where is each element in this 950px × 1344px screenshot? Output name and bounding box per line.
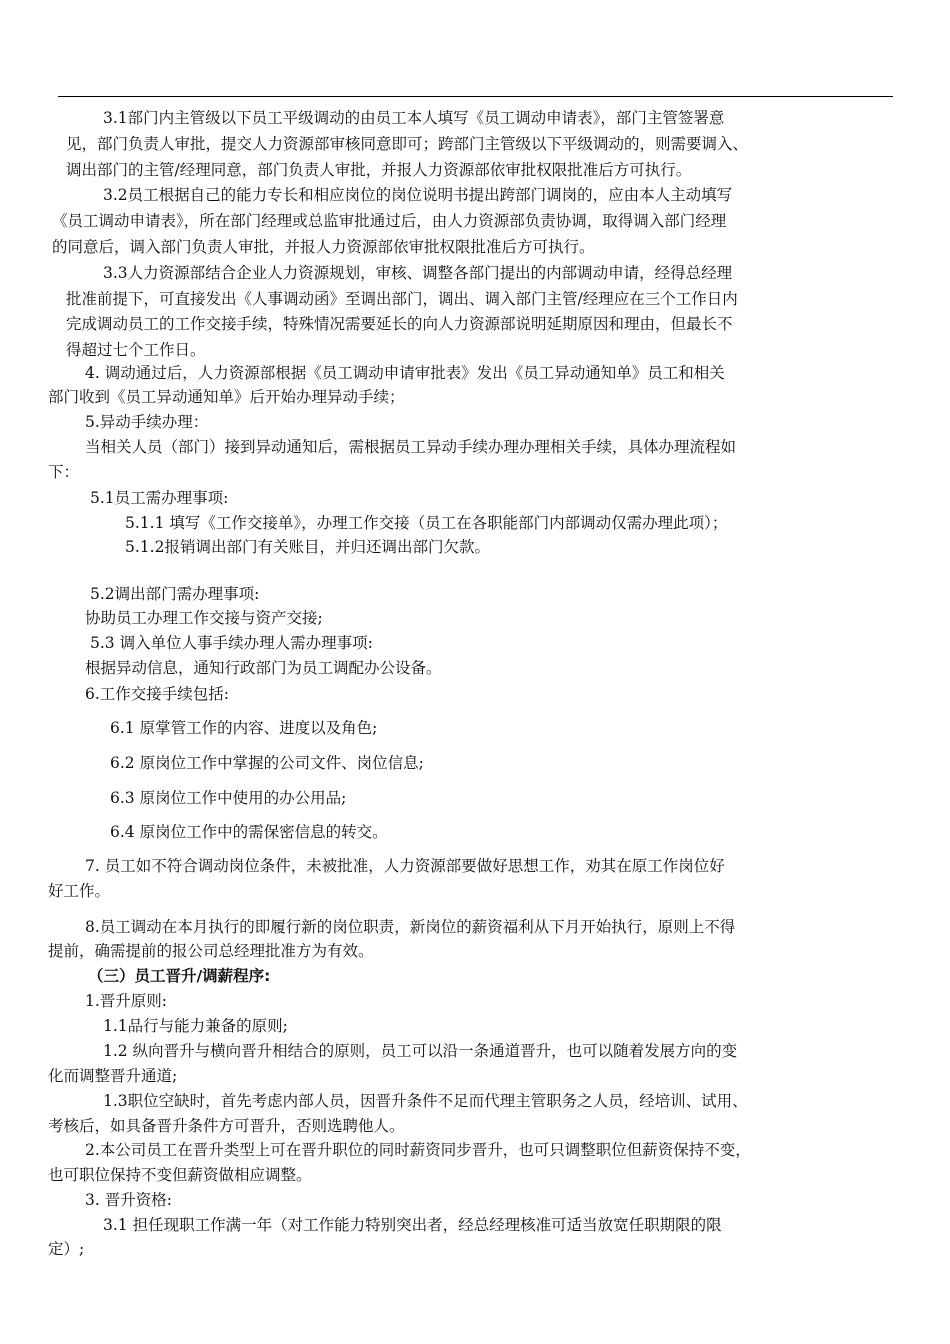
text-line: 1.3职位空缺时，首先考虑内部人员，因晋升条件不足而代理主管职务之人员，经培训、试用、 <box>103 1092 748 1110</box>
text-line: 6.1 原掌管工作的内容、进度以及角色; <box>110 719 378 737</box>
text-line: 5.1.2报销调出部门有关账目，并归还调出部门欠款。 <box>125 538 490 556</box>
text-line: 3.1部门内主管级以下员工平级调动的由员工本人填写《员工调动申请表》，部门主管签署意 <box>103 109 725 127</box>
text-line: 1.晋升原则: <box>85 992 168 1010</box>
text-line: 5.异动手续办理： <box>85 413 209 431</box>
text-line: 5.1.1 填写《工作交接单》，办理工作交接（员工在各职能部门内部调动仅需办理此项）； <box>125 514 728 532</box>
text-line: 《员工调动申请表》，所在部门经理或总监审批通过后，由人力资源部负责协调，取得调入部门经理 <box>52 212 727 230</box>
text-line: 化而调整晋升通道; <box>48 1067 178 1085</box>
text-line: 4. 调动通过后，人力资源部根据《员工调动申请审批表》发出《员工异动通知单》员工和相关 <box>85 364 725 382</box>
text-line: 调出部门的主管/经理同意，部门负责人审批，并报人力资源部依审批权限批准后方可执行。 <box>66 161 692 179</box>
text-line: 定）; <box>48 1240 85 1258</box>
text-line: 也可职位保持不变但薪资做相应调整。 <box>48 1166 312 1184</box>
text-line: 6.2 原岗位工作中掌握的公司文件、岗位信息; <box>110 754 424 772</box>
text-line: 协助员工办理工作交接与资产交接; <box>85 609 323 627</box>
text-line: 5.2调出部门需办理事项: <box>90 585 260 603</box>
text-line: 3.3人力资源部结合企业人力资源规划，审核、调整各部门提出的内部调动申请，经得总经理 <box>103 264 733 282</box>
text-line: 见，部门负责人审批，提交人力资源部审核同意即可；跨部门主管级以下平级调动的，则需要调入、 <box>66 135 749 153</box>
text-line: 3. 晋升资格: <box>85 1191 172 1209</box>
text-line: 根据异动信息，通知行政部门为员工调配办公设备。 <box>85 659 442 677</box>
text-line: 得超过七个工作日。 <box>66 341 206 359</box>
text-line: 批准前提下，可直接发出《人事调动函》至调出部门，调出、调入部门主管/经理应在三个工作日内 <box>66 290 738 308</box>
text-line: 下： <box>48 463 80 481</box>
text-line: 7. 员工如不符合调动岗位条件，未被批准，人力资源部要做好思想工作，劝其在原工作岗位好 <box>85 857 725 875</box>
text-line: 6.工作交接手续包括: <box>85 685 230 703</box>
text-line: 5.3 调入单位人事手续办理人需办理事项: <box>90 634 373 652</box>
text-line: 考核后，如具备晋升条件方可晋升，否则选聘他人。 <box>48 1117 405 1135</box>
text-line: 5.1员工需办理事项: <box>90 489 229 507</box>
text-line: 好工作。 <box>48 882 111 900</box>
text-line: 2.本公司员工在晋升类型上可在晋升职位的同时薪资同步晋升，也可只调整职位但薪资保持不变， <box>85 1141 751 1159</box>
text-line: 8.员工调动在本月执行的即履行新的岗位职责，新岗位的薪资福利从下月开始执行，原则上不得 <box>85 918 736 936</box>
text-line: 6.3 原岗位工作中使用的办公用品; <box>110 789 347 807</box>
text-line: 3.1 担任现职工作满一年（对工作能力特别突出者，经总经理核准可适当放宽任职期限的限 <box>103 1216 722 1234</box>
section-heading: （三）员工晋升/调薪程序: <box>88 967 271 985</box>
text-line: 6.4 原岗位工作中的需保密信息的转交。 <box>110 823 388 841</box>
text-line: 1.1品行与能力兼备的原则; <box>103 1017 288 1035</box>
text-line: 完成调动员工的工作交接手续，特殊情况需要延长的向人力资源部说明延期原因和理由，但最长不 <box>66 315 733 333</box>
text-line: 部门收到《员工异动通知单》后开始办理异动手续； <box>48 388 405 406</box>
header-rule <box>58 96 893 97</box>
text-line: 3.2员工根据自己的能力专长和相应岗位的岗位说明书提出跨部门调岗的，应由本人主动填写 <box>103 186 733 204</box>
text-line: 的同意后，调入部门负责人审批，并报人力资源部依审批权限批准后方可执行。 <box>52 238 595 256</box>
text-line: 提前，确需提前的报公司总经理批准方为有效。 <box>48 942 374 960</box>
text-line: 当相关人员（部门）接到异动通知后，需根据员工异动手续办理办理相关手续，具体办理流程如 <box>85 438 737 456</box>
text-line: 1.2 纵向晋升与横向晋升相结合的原则，员工可以沿一条通道晋升，也可以随着发展方向的变 <box>103 1042 738 1060</box>
